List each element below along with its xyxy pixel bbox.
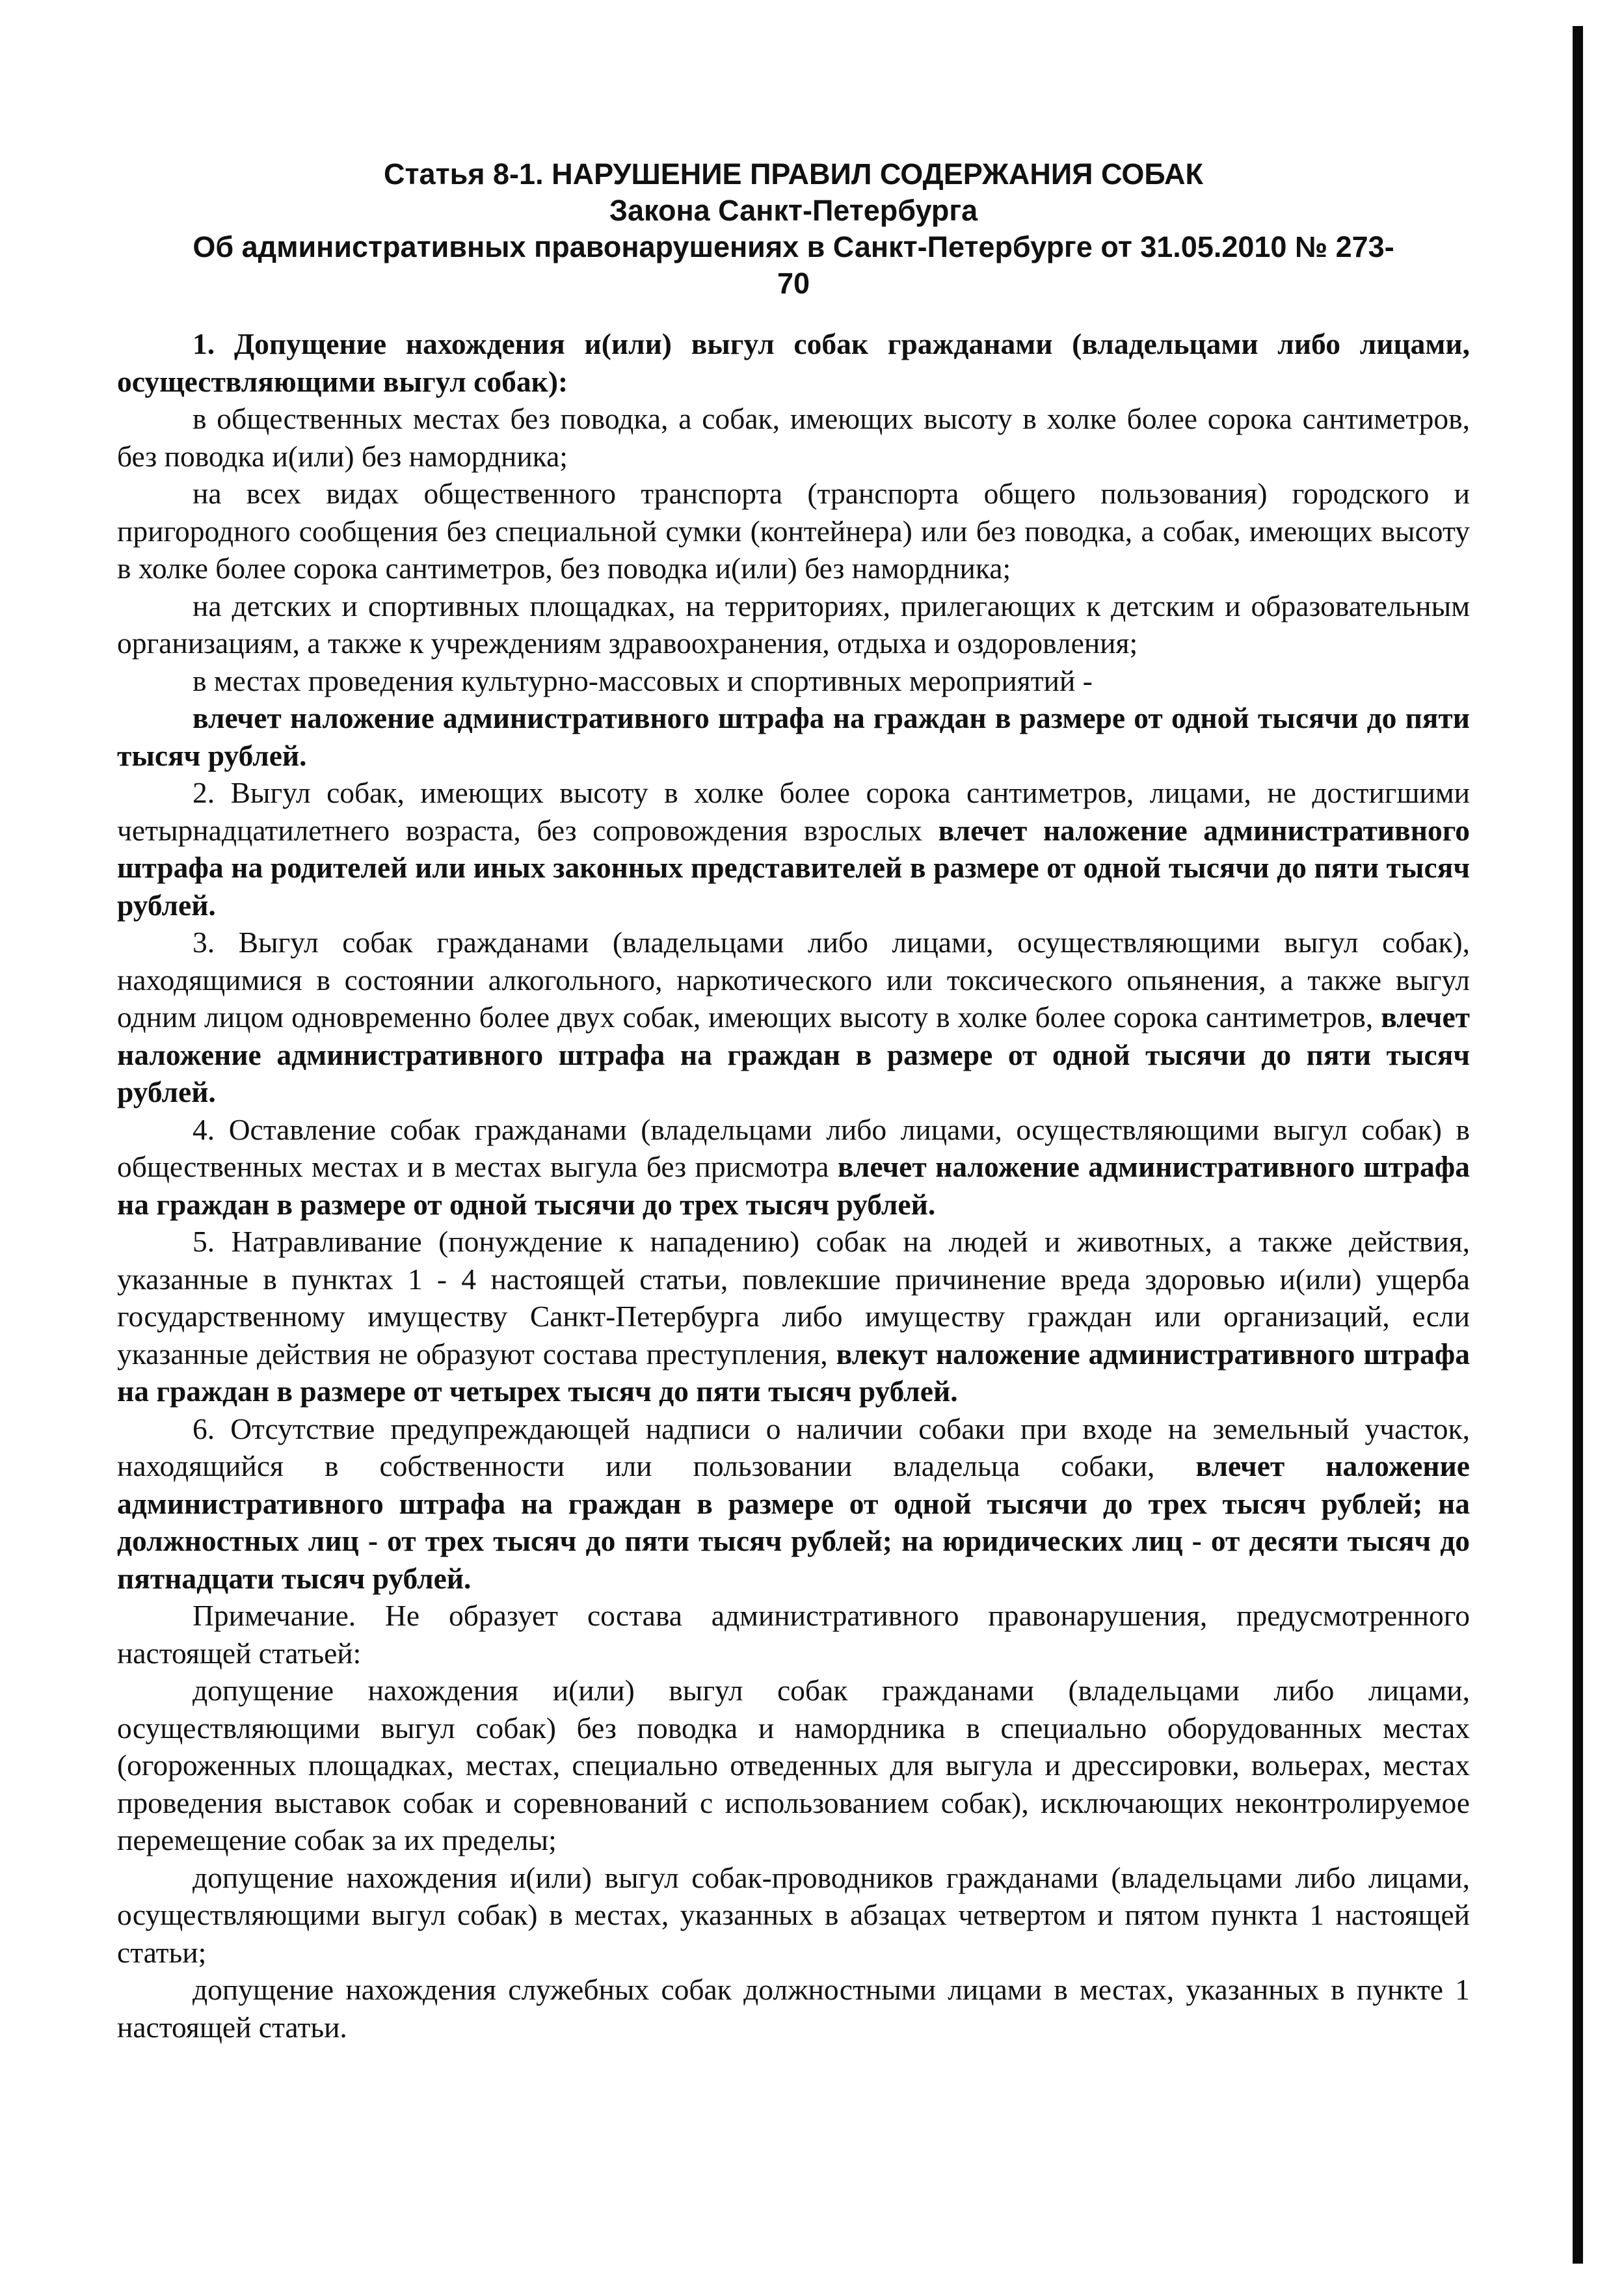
paragraph-6-penalty: влечет наложение административного штрафа на граждан в размере от одной тысячи до трех тысяч рублей; на должностных лиц - от трех тысяч до пяти тысяч рублей; на юридических лиц - от десяти тысяч до пятнадцати тысяч рублей. [117, 1449, 1470, 1595]
paragraph-5-penalty: влекут наложение административного штрафа на граждан в размере от четырех тысяч до пяти тысяч рублей. [117, 1337, 1470, 1408]
note-item-guide-dogs: допущение нахождения и(или) выгул собак-проводников гражданами (владельцами либо лицами, осуществляющими выгул собак) в местах, указанных в абзацах четвертом и пятом пункта 1 настоящей статьи; [117, 1860, 1470, 1969]
article-title: Статья 8-1. НАРУШЕНИЕ ПРАВИЛ СОДЕРЖАНИЯ СОБАК [384, 157, 1203, 191]
paragraph-2-penalty: влечет наложение административного штрафа на родителей или иных законных представителей в размере от одной тысячи до пяти тысяч рублей. [117, 813, 1471, 922]
note-intro: Примечание. Не образует состава административного правонарушения, предусмотренного настоящей статьей: [117, 1599, 1470, 1670]
paragraph-2 [117, 774, 1470, 924]
paragraph-6-text: 6. Отсутствие предупреждающей надписи о наличии собаки при входе на земельный участок, находящийся в собственности или пользовании владельца собаки, [117, 1412, 1470, 1482]
paragraph-3 [117, 924, 1470, 1111]
law-name: Закона Санкт-Петербурга [609, 194, 978, 227]
paragraph-5-text: 5. Натравливание (понуждение к нападению) собак на людей и животных, а также действия, указанные в пунктах 1 - 4 настоящей статьи, повлекшие причинение вреда здоровью и(или) ущерба государственному имуществу Санкт-Петербурга либо имуществу граждан или организаций, если указанные действия не образуют состава преступления, [117, 1225, 1470, 1371]
paragraph-1-item-transport: на всех видах общественного транспорта (транспорта общего пользования) городского и пригородного сообщения без специальной сумки (контейнера) или без поводка, а собак, имеющих высоту в холке более сорока сантиметров, без поводка и(или) без намордника; [117, 477, 1470, 585]
article-body [117, 325, 1470, 2046]
paragraph-4-text: 4. Оставление собак гражданами (владельцами либо лицами, осуществляющими выгул собак) в общественных местах и в местах выгула без присмотра [117, 1112, 1470, 1183]
note-item-special-areas: допущение нахождения и(или) выгул собак гражданами (владельцами либо лицами, осуществляющими выгул собак) без поводка и намордника в специально оборудованных местах (огороженных площадках, местах, специально отведенных для выгула и дрессировки, вольерах, местах проведения выставок собак и соревнований с использованием собак), исключающих неконтролируемое перемещение собак за их пределы; [117, 1674, 1470, 1856]
paragraph-5 [117, 1223, 1470, 1410]
paragraph-2-text: 2. Выгул собак, имеющих высоту в холке более сорока сантиметров, лицами, не достигшими четырнадцатилетнего возраста, без сопровождения взрослых [117, 776, 1470, 847]
paragraph-1-item-events: в местах проведения культурно-массовых и спортивных мероприятий - [193, 663, 1093, 697]
document-page [117, 156, 1470, 2046]
scan-edge-bar [1573, 26, 1583, 2264]
paragraph-1-lead: 1. Допущение нахождения и(или) выгул собак гражданами (владельцами либо лицами, осуществляющими выгул собак): [117, 327, 1470, 398]
note-item-service-dogs: допущение нахождения служебных собак должностными лицами в местах, указанных в пункте 1 настоящей статьи. [117, 1973, 1470, 2044]
paragraph-6 [117, 1410, 1470, 1598]
paragraph-3-text: 3. Выгул собак гражданами (владельцами либо лицами, осуществляющими выгул собак), находящимися в состоянии алкогольного, наркотического или токсического опьянения, а также выгул одним лицом одновременно более двух собак, имеющих высоту в холке более сорока сантиметров, [117, 926, 1470, 1034]
law-number-suffix: 70 [777, 267, 810, 300]
paragraph-4 [117, 1111, 1470, 1224]
paragraph-1-penalty: влечет наложение административного штрафа на граждан в размере от одной тысячи до пяти тысяч рублей. [117, 701, 1470, 772]
document-header [117, 156, 1470, 302]
paragraph-1-item-playgrounds: на детских и спортивных площадках, на территориях, прилегающих к детским и образовательным организациям, а также к учреждениям здравоохранения, отдыха и оздоровления; [117, 589, 1470, 660]
paragraph-4-penalty: влечет наложение административного штрафа на граждан в размере от одной тысячи до трех тысяч рублей. [117, 1150, 1470, 1221]
law-subtitle: Об административных правонарушениях в Санкт-Петербурге от 31.05.2010 № 273- [193, 230, 1394, 263]
paragraph-1-item-public-places: в общественных местах без поводка, а собак, имеющих высоту в холке более сорока сантиметров, без поводка и(или) без намордника; [117, 402, 1470, 473]
paragraph-3-penalty: влечет наложение административного штрафа на граждан в размере от одной тысячи до пяти тысяч рублей. [117, 1000, 1470, 1108]
